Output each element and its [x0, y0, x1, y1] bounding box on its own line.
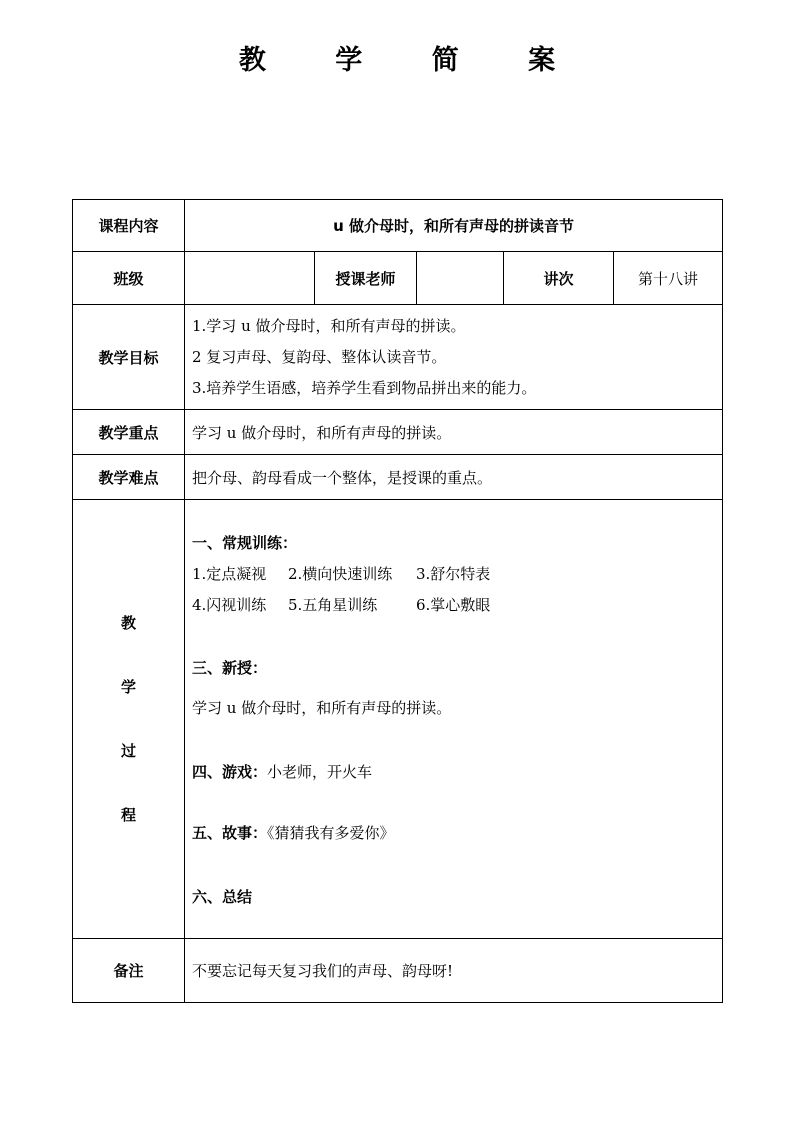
drill-item: 3.舒尔特表 — [416, 565, 491, 583]
process-label-char-1: 教 — [120, 614, 136, 632]
goal-item-2: 2 复习声母、复韵母、整体认读音节。 — [192, 347, 447, 366]
goals-list — [185, 305, 723, 410]
remarks-row — [73, 939, 723, 1003]
goals-row — [73, 305, 723, 410]
process-label-char-4: 程 — [120, 806, 136, 824]
section4-text: 小老师，开火车 — [267, 763, 373, 781]
lesson-plan-table — [72, 199, 723, 1003]
teacher-label: 授课老师 — [315, 252, 417, 305]
goals-label: 教学目标 — [73, 305, 185, 410]
lesson-value: 第十八讲 — [614, 252, 723, 305]
drill-item: 2.横向快速训练 — [288, 565, 393, 583]
section4 — [192, 761, 372, 782]
section5-title: 五、故事： — [192, 824, 268, 842]
teacher-value — [417, 252, 504, 305]
process-row — [73, 500, 723, 939]
goal-item-1: 1.学习 u 做介母时，和所有声母的拼读。 — [192, 316, 466, 335]
goal-item-3: 3.培养学生语感，培养学生看到物品拼出来的能力。 — [192, 378, 537, 397]
key-point-row — [73, 410, 723, 455]
drill-item: 6.掌心敷眼 — [416, 596, 491, 614]
key-point-label: 教学重点 — [73, 410, 185, 455]
difficulty-value: 把介母、韵母看成一个整体，是授课的重点。 — [185, 455, 723, 500]
lesson-label: 讲次 — [504, 252, 614, 305]
class-row — [73, 252, 723, 305]
drill-item: 5.五角星训练 — [288, 596, 378, 614]
section3-text: 学习 u 做介母时，和所有声母的拼读。 — [192, 699, 452, 717]
difficulty-row — [73, 455, 723, 500]
section4-title: 四、游戏： — [192, 763, 268, 781]
process-label-char-3: 过 — [120, 742, 136, 760]
process-label-char-2: 学 — [120, 678, 136, 696]
drill-item: 4.闪视训练 — [192, 596, 267, 614]
class-label: 班级 — [73, 252, 185, 305]
key-point-value: 学习 u 做介母时，和所有声母的拼读。 — [185, 410, 723, 455]
remarks-label: 备注 — [73, 939, 185, 1003]
section1-title: 一、常规训练： — [192, 534, 298, 552]
page-title: 教 学 简 案 — [238, 45, 586, 76]
section3-title: 三、新授： — [192, 659, 268, 677]
section5-text: 《猜猜我有多爱你》 — [267, 824, 395, 842]
drill-item: 1.定点凝视 — [192, 565, 267, 583]
drills-row-1 — [192, 563, 490, 584]
course-row — [73, 200, 723, 252]
remarks-value: 不要忘记每天复习我们的声母、韵母呀! — [185, 939, 723, 1003]
course-label: 课程内容 — [73, 200, 185, 252]
section6-title: 六、总结 — [192, 888, 253, 906]
process-label — [73, 500, 185, 939]
section5 — [192, 822, 395, 843]
difficulty-label: 教学难点 — [73, 455, 185, 500]
class-value — [185, 252, 315, 305]
process-content — [185, 500, 723, 939]
drills-row-2 — [192, 594, 490, 615]
course-value: u 做介母时，和所有声母的拼读音节 — [185, 200, 723, 252]
